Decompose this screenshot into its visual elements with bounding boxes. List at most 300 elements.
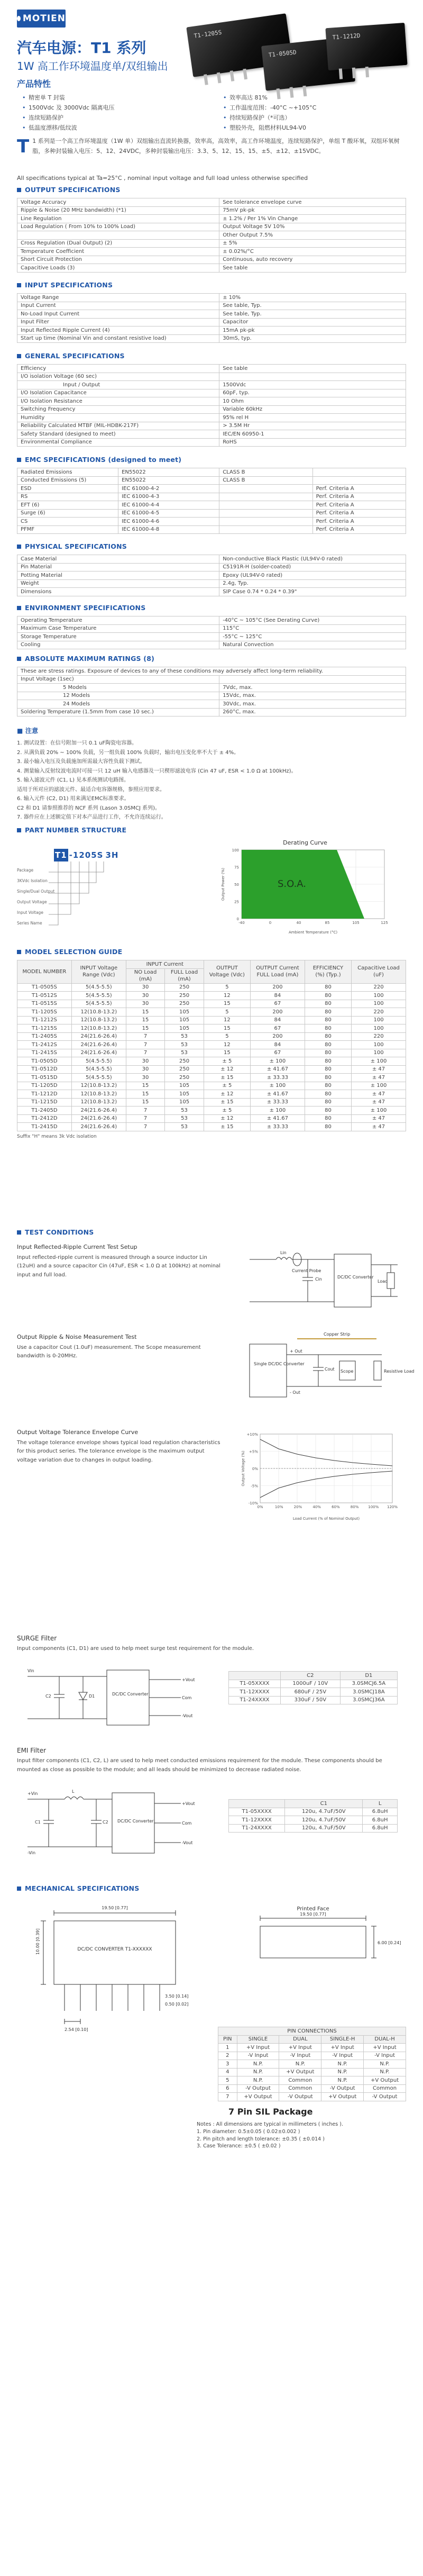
- table-cell: 15: [126, 1098, 165, 1106]
- table-cell: Weight: [17, 579, 219, 588]
- intro-text: 1 系列是一个高工作环境温度（1W 单）双组输出直流转换器，效率高，高效率，高工作环境温度，连续短路保护，单组 T 酸环氧，双组环氧树脂，多种封装输入电压：5、12、24VDC，多种封装输出电压：3.3、5、12、15、15、±5、±12、±15VDC。: [32, 138, 400, 155]
- table-cell: N.P.: [321, 2076, 364, 2085]
- table-cell: T1-24XXXX: [229, 1824, 285, 1833]
- table-cell: ± 12: [204, 1065, 250, 1074]
- table-cell: 5(4.5-5.5): [71, 1057, 126, 1066]
- table-cell: ± 100: [352, 1082, 406, 1090]
- table-cell: IEC 61000-4-8: [118, 525, 219, 534]
- table-cell: Perf. Criteria A: [312, 485, 406, 493]
- table-header-cell: Capacitive Load (uF): [352, 960, 406, 984]
- table-row: [17, 675, 406, 684]
- table-row: [229, 1824, 398, 1833]
- table-cell: ± 12: [204, 1090, 250, 1099]
- table-cell: Capacitive Loads (3): [17, 264, 219, 273]
- table-row: [17, 414, 406, 422]
- table-cell: Cross Regulation (Dual Output) (2): [17, 239, 219, 248]
- input-spec-table: [17, 293, 406, 343]
- table-header-cell: NO Load (mA): [126, 968, 165, 983]
- table-cell: 7: [126, 1106, 165, 1115]
- table-cell: ± 33.33: [250, 1074, 305, 1082]
- section-title: GENERAL SPECIFICATIONS: [17, 351, 406, 361]
- table-cell: T1-12XXXX: [229, 1688, 281, 1697]
- table-row: [17, 310, 406, 319]
- table-row: [17, 1098, 406, 1106]
- table-header-cell: L: [363, 1800, 398, 1808]
- tolerance-y-tick: -5%: [251, 1484, 258, 1489]
- note-item: 3. 最小输入电压及负载施加所需最大容性负载下测试。: [17, 759, 145, 765]
- surge-filter: [17, 1634, 406, 1740]
- table-cell: N.P.: [279, 2060, 321, 2069]
- table-row: [17, 405, 406, 414]
- emi-label: Com: [182, 1821, 192, 1826]
- table-cell: Epoxy (UL94V-0 rated): [219, 572, 406, 580]
- tolerance-y-tick: +10%: [246, 1432, 258, 1437]
- table-row: [17, 422, 406, 430]
- pn-desc: Package: [17, 868, 34, 873]
- table-header-cell: PIN CONNECTIONS: [218, 2027, 406, 2036]
- table-row: [17, 624, 406, 633]
- table-cell: T1-0515D: [17, 1074, 72, 1082]
- table-cell: T1-1205D: [17, 1082, 72, 1090]
- table-cell: 15: [126, 1024, 165, 1033]
- table-cell: Soldering Temperature (1.5mm from case 10 sec.): [17, 708, 219, 716]
- emi-label: -Vin: [27, 1851, 36, 1855]
- table-cell: 80: [305, 1065, 351, 1074]
- table-row: [17, 468, 406, 477]
- table-cell: T1-0512D: [17, 1065, 72, 1074]
- table-cell: T1-1212S: [17, 1016, 72, 1024]
- table-cell: 15: [204, 1024, 250, 1033]
- mechanical-note-item: 2. Pin pitch and length tolerance: ±0.35 ( ±0.014 ): [197, 2136, 325, 2142]
- emc-specifications: [17, 455, 406, 534]
- table-cell: Input / Output: [17, 381, 219, 389]
- ripple-label: Load: [378, 1279, 388, 1284]
- mechanical-specifications: [17, 1884, 406, 2561]
- table-row: [17, 579, 406, 588]
- table-cell: See table, Typ.: [219, 310, 406, 319]
- part-number-code: [54, 849, 119, 861]
- table-cell: Variable 60kHz: [219, 405, 406, 414]
- table-cell: Perf. Criteria A: [312, 501, 406, 510]
- table-row: [17, 1123, 406, 1131]
- table-cell: ± 100: [250, 1082, 305, 1090]
- emi-label: -Vout: [182, 1840, 193, 1845]
- table-cell: 5(4.5-5.5): [71, 1065, 126, 1074]
- table-cell: Pin Material: [17, 563, 219, 572]
- table-cell: -V Input: [237, 2052, 279, 2060]
- table-cell: [219, 518, 312, 526]
- table-cell: 80: [305, 1082, 351, 1090]
- table-cell: Maximum Case Temperature: [17, 624, 219, 633]
- tolerance-envelope-chart: [239, 1429, 403, 1524]
- features-title: 产品特性: [17, 79, 51, 89]
- table-cell: N.P.: [237, 2068, 279, 2076]
- table-cell: Start up time (Nominal Vin and constant resistive load): [17, 334, 219, 343]
- table-cell: See table: [219, 365, 406, 373]
- tolerance-x-tick: 60%: [332, 1505, 340, 1509]
- table-row: [218, 2093, 406, 2101]
- section-title: OUTPUT SPECIFICATIONS: [17, 185, 406, 195]
- table-cell: ± 12: [204, 1114, 250, 1123]
- table-cell: See table: [219, 264, 406, 273]
- soa-label: S.O.A.: [277, 878, 307, 890]
- table-row: [17, 700, 406, 709]
- note-item: 5. 输入滤波元件 (C1, L) 见本系统测试电路图。: [17, 777, 130, 783]
- mechanical-note-item: 3. Case Tolerance: ±0.5 ( ±0.02 ): [197, 2143, 281, 2149]
- table-header-cell: D1: [340, 1672, 397, 1680]
- table-row: [17, 206, 406, 215]
- model-selection-table: [17, 960, 406, 1131]
- logo-mark-icon: [17, 16, 21, 21]
- table-row: [17, 389, 406, 397]
- derating-y-tick: 25: [234, 900, 239, 904]
- table-row: [17, 248, 406, 256]
- table-cell: > 3.5M Hr: [219, 422, 406, 430]
- ripple-label: DC/DC Converter: [337, 1275, 374, 1280]
- table-cell: 100: [352, 1000, 406, 1008]
- table-row: [17, 476, 406, 485]
- table-cell: RoHS: [219, 438, 406, 447]
- table-cell: Perf. Criteria A: [312, 493, 406, 501]
- table-cell: 24(21.6-26.4): [71, 1114, 126, 1123]
- table-row: [17, 1074, 406, 1082]
- section-marker-icon: [17, 354, 21, 358]
- table-cell: 80: [305, 1123, 351, 1131]
- table-cell: 7: [126, 1041, 165, 1049]
- table-row: [17, 1024, 406, 1033]
- table-cell: CLASS B: [219, 476, 312, 485]
- section-marker-icon: [17, 1886, 21, 1891]
- notes-list: [17, 739, 406, 822]
- derating-x-tick: 0: [269, 921, 272, 925]
- derating-title: Derating Curve: [283, 839, 327, 846]
- abs-max-note: These are stress ratings. Exposure of devices to any of these conditions may adversely affect long-term reliability.: [17, 667, 406, 676]
- output-specifications: [17, 185, 406, 273]
- table-cell: Common: [279, 2084, 321, 2093]
- table-cell: 7: [126, 1114, 165, 1123]
- table-header-cell: OUTPUT Current FULL Load (mA): [250, 960, 305, 984]
- tolerance-ylabel: Output Voltage (%): [241, 1450, 245, 1486]
- table-cell: ± 100: [352, 1057, 406, 1066]
- table-cell: 5(4.5-5.5): [71, 1074, 126, 1082]
- table-cell: T1-0505D: [17, 1057, 72, 1066]
- table-cell: 220: [352, 983, 406, 992]
- table-cell: EFT (6): [17, 501, 118, 510]
- table-cell: Environmental Compliance: [17, 438, 219, 447]
- module-side-label: DC/DC CONVERTER T1-XXXXXX: [77, 1947, 152, 1952]
- feature-item: • 连续短路保护: [22, 114, 202, 122]
- table-cell: Potting Material: [17, 572, 219, 580]
- feature-item: • 低温度漂移/低纹波: [22, 124, 202, 132]
- table-cell: 80: [305, 1016, 351, 1024]
- mechanical-notes: [197, 2121, 343, 2150]
- table-cell: T1-12XXXX: [229, 1816, 285, 1825]
- table-row: [229, 1808, 398, 1816]
- notes-section: [17, 726, 406, 822]
- table-cell: 15mA pk-pk: [219, 326, 406, 335]
- table-row: [17, 525, 406, 534]
- table-cell: Humidity: [17, 414, 219, 422]
- table-row: [17, 334, 406, 343]
- table-cell: 5: [204, 983, 250, 992]
- table-row: [17, 302, 406, 310]
- table-cell: 250: [165, 1000, 204, 1008]
- noise-label: Copper Strip: [324, 1332, 351, 1337]
- derating-y-tick: 50: [234, 883, 239, 887]
- table-cell: ± 15: [204, 1098, 250, 1106]
- table-cell: 15: [126, 1082, 165, 1090]
- product-label: T1-1205S: [193, 29, 223, 40]
- table-header-cell: [229, 1672, 281, 1680]
- table-row: [17, 256, 406, 264]
- table-cell: 12(10.8-13.2): [71, 1024, 126, 1033]
- surge-label: Com: [182, 1695, 192, 1700]
- table-cell: PFMF: [17, 525, 118, 534]
- table-cell: 12(10.8-13.2): [71, 1008, 126, 1017]
- table-cell: 7: [126, 1032, 165, 1041]
- surge-label: C2: [45, 1694, 51, 1699]
- section-title: ENVIRONMENT SPECIFICATIONS: [17, 603, 406, 613]
- table-row: [17, 509, 406, 518]
- table-cell: 5: [204, 1008, 250, 1017]
- noise-label: + Out: [290, 1349, 302, 1354]
- page-subtitle: 1W 高工作环境温度单/双组输出: [17, 60, 168, 72]
- surge-label: D1: [89, 1694, 95, 1699]
- table-cell: 80: [305, 1057, 351, 1066]
- table-cell: Capacitor: [219, 318, 406, 326]
- table-row: [17, 692, 406, 700]
- tolerance-upper-line: [260, 1439, 392, 1466]
- table-cell: 24(21.6-26.4): [71, 1106, 126, 1115]
- tolerance-x-tick: 120%: [387, 1505, 398, 1509]
- table-cell: C5191R-H (solder-coated): [219, 563, 406, 572]
- emi-label: DC/DC Converter: [117, 1819, 154, 1824]
- product-label: T1-0505D: [268, 49, 297, 59]
- table-cell: Ripple & Noise (20 MHz bandwidth) (*1): [17, 206, 219, 215]
- table-row: [17, 365, 406, 373]
- table-cell: 15: [126, 1090, 165, 1099]
- table-row: [17, 381, 406, 389]
- section-marker-icon: [17, 458, 21, 462]
- table-cell: [219, 373, 406, 381]
- table-cell: IEC 61000-4-2: [118, 485, 219, 493]
- table-cell: EN55022: [118, 468, 219, 477]
- dim-label: 0.50 [0.02]: [165, 2002, 189, 2007]
- physical-specifications: [17, 542, 406, 596]
- table-cell: Switching Frequency: [17, 405, 219, 414]
- part-number-leaders: [38, 861, 197, 936]
- table-row: [17, 1008, 406, 1017]
- test-conditions: [17, 1228, 415, 1630]
- tolerance-x-tick: 0%: [257, 1505, 263, 1509]
- table-cell: ± 5: [204, 1057, 250, 1066]
- table-cell: 200: [250, 1008, 305, 1017]
- table-cell: T1-24XXXX: [229, 1696, 281, 1704]
- table-row: [218, 2052, 406, 2060]
- table-cell: 30: [126, 1074, 165, 1082]
- pn-rest: -1205S: [69, 850, 104, 860]
- pn-tail: 3H: [105, 850, 119, 860]
- table-cell: 7Vdc, max.: [219, 684, 406, 692]
- package-title: 7 Pin SIL Package: [228, 2107, 313, 2117]
- note-item: 4. 测量输入反射纹波电流时可接一只 12 uH 输入电感器及一只楔形滤波电容 (Cin 47 uF, ESR < 1.0 Ω at 100kHz)。: [17, 768, 297, 774]
- noise-test-schematic: [244, 1328, 415, 1408]
- table-cell: Storage Temperature: [17, 633, 219, 641]
- table-row: [17, 264, 406, 273]
- table-cell: 53: [165, 1114, 204, 1123]
- table-cell: Reliability Calculated MTBF (MIL-HDBK-217F): [17, 422, 219, 430]
- table-cell: Cooling: [17, 641, 219, 649]
- abs-max-rows: [17, 675, 406, 716]
- table-cell: +V Input: [321, 2044, 364, 2052]
- table-cell: -V Input: [364, 2052, 406, 2060]
- noise-test-text: Use a capacitor Cout (1.0uF) measurement. The Scope measurement bandwidth is 0-20MHz.: [17, 1344, 201, 1359]
- derating-x-tick: 125: [381, 921, 388, 925]
- output-spec-table: [17, 198, 406, 273]
- table-header-cell: SINGLE-H: [321, 2035, 364, 2044]
- table-row: [17, 1000, 406, 1008]
- noise-label: - Out: [290, 1390, 300, 1395]
- ripple-test-text: Input reflected-ripple current is measured through a source inductor Lin (12uH) and a source capacitor Cin (47uF, ESR < 1.0 Ω at 100kHz) at nominal input and full load.: [17, 1254, 220, 1278]
- table-cell: 80: [305, 1008, 351, 1017]
- table-cell: [219, 525, 312, 534]
- table-cell: +V Input: [364, 2044, 406, 2052]
- table-cell: T1-05XXXX: [229, 1808, 285, 1816]
- table-cell: -55°C ~ 125°C: [219, 633, 406, 641]
- ripple-label: Current Probe: [292, 1268, 321, 1273]
- derating-x-tick: 85: [325, 921, 330, 925]
- table-cell: 67: [250, 1000, 305, 1008]
- table-row: [17, 563, 406, 572]
- table-cell: N.P.: [237, 2076, 279, 2085]
- table-header-cell: DUAL: [279, 2035, 321, 2044]
- table-header-row: [229, 1800, 398, 1808]
- table-cell: 2.4g, Typ.: [219, 579, 406, 588]
- emi-label: C2: [103, 1820, 108, 1825]
- table-cell: ± 47: [352, 1123, 406, 1131]
- emi-component-table: [228, 1799, 398, 1833]
- ripple-test-title: Input Reflected-Ripple Current Test Setup: [17, 1244, 137, 1250]
- ripple-label: Lin: [280, 1250, 287, 1255]
- table-cell: 5(4.5-5.5): [71, 992, 126, 1000]
- table-row: [17, 485, 406, 493]
- table-cell: See tolerance envelope curve: [219, 198, 406, 207]
- table-cell: 80: [305, 1090, 351, 1099]
- emi-label: C1: [35, 1820, 41, 1825]
- table-cell: [219, 501, 312, 510]
- table-row: [17, 215, 406, 223]
- noise-label: Resistive Load: [384, 1369, 415, 1374]
- table-cell: Input Reflected Ripple Current (4): [17, 326, 219, 335]
- model-selection-guide: [17, 947, 406, 1140]
- table-cell: 30: [126, 1057, 165, 1066]
- surge-label: Vin: [27, 1668, 34, 1673]
- table-cell: 10 Ohm: [219, 397, 406, 406]
- input-specifications: [17, 280, 406, 343]
- emi-label: L: [72, 1789, 75, 1794]
- pn-desc: Input Voltage: [17, 910, 43, 915]
- absolute-maximum-ratings: [17, 654, 406, 716]
- table-cell: 12(10.8-13.2): [71, 1098, 126, 1106]
- table-cell: ± 47: [352, 1090, 406, 1099]
- table-cell: +V Input: [237, 2044, 279, 2052]
- table-cell: 80: [305, 1106, 351, 1115]
- part-number-box: [17, 838, 406, 939]
- table-cell: 100: [352, 1049, 406, 1057]
- table-cell: ± 47: [352, 1065, 406, 1074]
- feature-item: • 效率高达 81%: [223, 94, 403, 102]
- table-row: [17, 1032, 406, 1041]
- emi-filter-schematic: [22, 1783, 197, 1863]
- note-item: 6. 输入元件 (C2, D1) 用来满足EMC标准要求。: [17, 796, 130, 802]
- pn-desc: Single/Dual Output: [17, 889, 55, 894]
- table-cell: Other Output 7.5%: [219, 231, 406, 240]
- surge-component-table: [228, 1671, 398, 1704]
- table-cell: 6: [218, 2084, 237, 2093]
- table-header-cell: [229, 1800, 285, 1808]
- table-cell: 15: [126, 1008, 165, 1017]
- table-cell: 80: [305, 1114, 351, 1123]
- table-header-cell: PIN: [218, 2035, 237, 2044]
- table-cell: 200: [250, 1032, 305, 1041]
- table-cell: 105: [165, 1098, 204, 1106]
- table-header-cell: DUAL-H: [364, 2035, 406, 2044]
- table-cell: 12: [204, 992, 250, 1000]
- table-cell: ± 41.67: [250, 1114, 305, 1123]
- table-cell: Dimensions: [17, 588, 219, 596]
- table-cell: Voltage Range: [17, 294, 219, 302]
- table-cell: ± 47: [352, 1114, 406, 1123]
- table-cell: T1-1215S: [17, 1024, 72, 1033]
- table-cell: N.P.: [237, 2060, 279, 2069]
- table-row: [17, 1016, 406, 1024]
- surge-filter-schematic: [22, 1661, 197, 1735]
- section-title: MECHANICAL SPECIFICATIONS: [17, 1884, 406, 1893]
- pin-connections-table: [218, 2027, 406, 2101]
- note-item: 2. 从满负载 20% ~ 100% 负载，另一组负载 100% 负载时，输出电压变化率不大于 ± 4%。: [17, 749, 240, 756]
- tolerance-x-tick: 100%: [368, 1505, 379, 1509]
- table-row: [229, 1816, 398, 1825]
- table-cell: 95% rel H: [219, 414, 406, 422]
- tolerance-text: The voltage tolerance envelope shows typical load regulation characteristics for this product series. The tolerance envelope is the maximum output voltage variation due to changes in output loading.: [17, 1439, 220, 1463]
- table-cell: EN55022: [118, 476, 219, 485]
- table-cell: 53: [165, 1041, 204, 1049]
- table-cell: 53: [165, 1123, 204, 1131]
- table-cell: CS: [17, 518, 118, 526]
- table-cell: +V Output: [364, 2076, 406, 2085]
- pn-desc: 3KVdc Isolation: [17, 878, 48, 883]
- feature-item: • 持续短路保护（*可选）: [223, 114, 403, 122]
- table-cell: 12 Models: [17, 692, 219, 700]
- table-cell: T1-0515S: [17, 1000, 72, 1008]
- table-cell: Line Regulation: [17, 215, 219, 223]
- table-cell: ± 1.2% / Per 1% Vin Change: [219, 215, 406, 223]
- emi-label: +Vout: [182, 1801, 195, 1806]
- mechanical-note-item: Notes : All dimensions are typical in millimeters ( inches ).: [197, 2121, 343, 2127]
- table-row: [17, 708, 406, 716]
- part-number-structure: [17, 826, 406, 939]
- section-marker-icon: [17, 606, 21, 610]
- derating-y-tick: 100: [232, 848, 239, 852]
- dim-label: 10.00 [0.39]: [35, 1928, 40, 1955]
- table-cell: IEC/EN 60950-1: [219, 430, 406, 439]
- table-row: [17, 294, 406, 302]
- table-cell: +V Output: [321, 2093, 364, 2101]
- table-cell: 7: [126, 1123, 165, 1131]
- table-row: [218, 2044, 406, 2052]
- feature-item: • 塑胶外壳，阻燃材料UL94-V0: [223, 124, 403, 132]
- table-cell: IEC 61000-4-4: [118, 501, 219, 510]
